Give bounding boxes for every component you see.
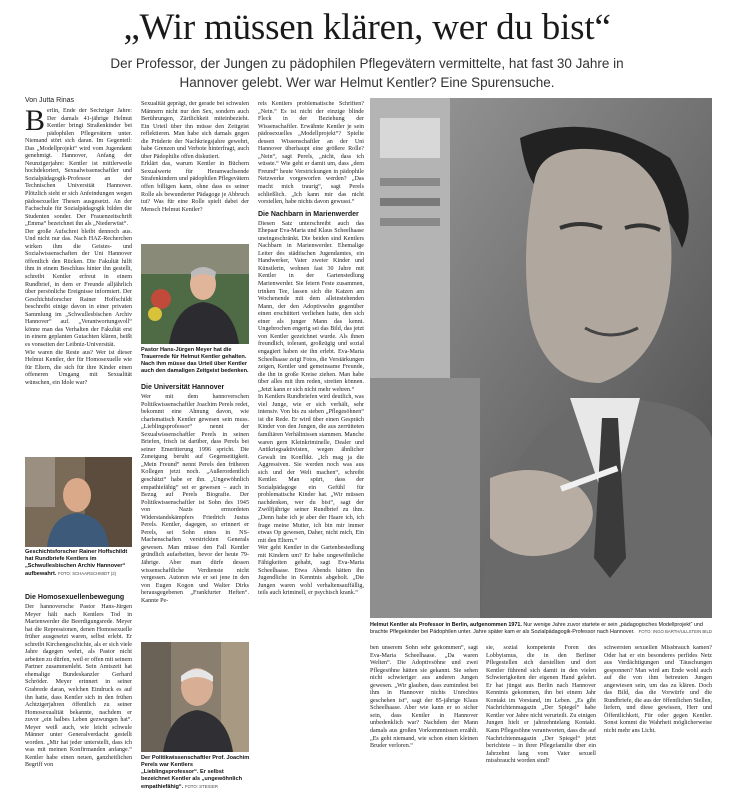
column-2-lower [141,380,249,638]
col4-paragraph-1: ben unserem Sohn sehr gekommen“, sagt Eva-Maria Scheelhaase. „Da waren Welten“. Die Adoptivsöhne und zwei Pflegesöhne hätten sie gekannt. Sie sehen nicht schwieriger aus anderen Jungen gewesen. „Wir glauben, dass zumindest bei ihm in Hannover nichts Unrechtes geschehen ist“, sagt der 85-jährige Klaus Scheelhaase. Aber wie kann er so sicher sein, dass Kentler in Hannover unbedenklich war? Nachdem der Mann damals aus großen Vorkommnissen erzählt. „Es geht niemand, wie schon einen kleinen Bruder verloren.“ [370,645,478,750]
heading-universitaet: Die Universität Hannover [141,384,225,391]
col2-paragraph-3: Wer mit dem hannoverschen Politikwissenschaftler Joachim Perels redet, bekommt eine Ahnung davon, wie charismatisch Kentler gewesen sein muss. „Lieblingsprofessor“ nennt der Sexualwissenschaftler Perels in seinen Briefen, frisch ist darüber, dass Perels bei seiner Emeritierung 1996 spricht. Die Zuneigung beruht auf Gegenseitigkeit. „Mein Freund“ nennt Perels den früheren Kollegen jetzt noch. „Außerordentlich geschätzt“ habe er ihn. „Ungewöhnlich empathiefähig“ sei er gewesen – auch in Bezug auf Perels Biografie. Der Politikwissenschaftler ist Sohn des 1945 von Nazis ermordeten Widerstandskämpfers Friedrich Justus Perels. Kentler, dagegen, so erinnert er Perels, sei Sohn eines in NS-Machenschaften verstrickten Generals gewesen. Man müsse den Fall Kentler gründlich aufarbeiten, bevor der heute 79-Jährige. Aber man dürfe dessen wissenschaftliche Verdienste nicht vergessen. Autoren wie er sei jene in den von Eugen Kogon und Walter Dirks herausgegebenen „Frankfurter Heften“. Kannte Pe- [141,394,249,604]
column-5 [486,645,596,798]
col1-text-1: erlin, Ende der Sechziger Jahre: Der damals 41-jährige Helmut Kentler bringt Straßenkinder bei pädophilen Pflegevätern unter. Niemand stört sich daran. Im Gegenteil: Das „Modellprojekt“ wird vom Jugendamt genehmigt. Hannover, Anfang der Neunzigerjahre: Kentler ist mittlerweile hochdekoriert, Sexualwissenschaftler und Sozialpädagogik-Professor an der Technischen Universität Hannover. Plötzlich sieht er sich Anfeindungen wegen pädosexueller Thesen ausgesetzt. An der Fachschule für Sozialpädagogik bilden die Studenten sonder. Der Frauenzeitschrift „Emma“ bezeichnet ihn als „Niederwüst“. [25,108,132,228]
main-caption-bold: Helmut Kentler als Professor in Berlin, aufgenommen 1971. [370,622,522,628]
caption-hoffschildt-credit: FOTO: SCHAARSCHMIDT (2) [57,571,117,576]
heading-homosexuellenbewegung: Die Homosexuellenbewegung [25,594,125,601]
dropcap: B [25,108,46,137]
byline: Von Jutta Rinas [25,97,75,104]
photo-kentler-image [370,98,712,618]
column-2 [141,101,249,241]
col3-paragraph-4: Wer geht Kentler in die Gartenbesiedlung mit Kindern um? Er habe ungewöhnliche Fähigkeiten gehabt, sagt Eva-Maria Scheelhaase. Etwa Abends hätten ihn Jugendliche in Kenntnis abgeholt. „Die Jungen waren wohl verhaltensauffällig, teils auch kriminell, er psychisch krank.“ [258,545,364,597]
col1-paragraph-4: Der hannoversche Pastor Hans-Jürgen Meyer hält nach Kentlers Tod in Marienwerder die Beerdigungsrede. Meyer hat die Repressionen, denen Homosexuelle früher ausgesetzt waren, selbst erlebt. Er schreibt Kirchengeschichte, als er sich viele Jahre dagegen wehrt, als Pastor nicht arbeiten zu dürfen, weil er offen mit seinem Partner zusammenlebt. Sein Amtszeit hat ehemalige Bundeskanzler Gerhard Schröder. Meyer erinnert in seiner Grabrede daran, welchen Eindruck es auf ihn hatte, dass Kentler sich in den frühen Achtzigerjahren öffentlich zu seiner Homosexualität bekannte, nachdem er zuvor „ein halbes Leben gezwungen hat“. Meyer weiß auch, wie leicht schwule Männer unter Generalverdacht gestellt worden. „Mir hat jeder unterstellt, dass ich was mit meinen Konfirmanden anfange.“ Kentler habe einen neuen, ganzheitlichen Begriff von [25,604,132,769]
photo-kentler-main [370,98,712,618]
column-6 [604,645,712,798]
caption-hoffschildt [25,549,132,578]
col6-paragraph-1: schwersten sexuellen Missbrauch kamen? Oder hat er ein besonderes perfides Netz aus Verdächtigungen und Täuschungen gesponnen? Man wird am Ende wohl auch auf die von ihm betreuten Jungen angewiesen sein, um das zu klären. Doch das Bild, das die Vorwürfe und die Rundbriefe, die aus der öffentlichen Stellen, liefern, und diese gewissen, Herr und Öffentlichkeit, Für oder gegen Kentler. Sonst kommt die Wahrheit möglicherweise nicht mehr ans Licht. [604,645,712,735]
photo-meyer-image [141,244,249,344]
main-caption-credit: FOTO: INGO BARTH/ULLSTEIN BILD [638,628,712,634]
col3-paragraph-2: Diesen Satz unterschreibt auch das Ehepaar Eva-Maria und Klaus Scheelhaase uneingeschränkt. Die beiden sind Kentlers Nachbarn in Marienwerder. Ehemalige Leiter des städtischen Jugendamtes, ein Handwerker, Vater zweier Kinder und Künstlerin, wohnen fast 30 Jahre mit Kentler in der Gartensiedlung Marienwerder. Sie feiern Feste zusammen, trinken Tee, lassen sich die Katzen am Wochenende mit dem alleinstehenden Mann, der den Adoptivsohn gegenüber einen erschüttert verliehen hatte, den sich einer als junger Mann das kennt. Ungebrochen engerig sei das Bild, das jetzt von Kentler gezeichnet wurde. Als ihnen freundlich, tolerant, großzügig und sozial engagiert haben sie ihn erlebt. Eva-Maria Scheelhaase zeigt Fotos, die Verstärkungen zeigen, Kentler und gemeinsame Freunde, die ihn in große Kreise ziehen. Man habe über alles mit ihm reden, streiten können. „Jetzt kann er sich nicht mehr wehren.“ [258,220,364,393]
column-1-lower [25,590,132,798]
column-4 [370,645,478,798]
headline: „Wir müssen klären, wer du bist“ [123,7,611,48]
col5-paragraph-1: sie, sozial kompetente Foren des Lobbyismus, die in den Berliner Pflegestellen sich darstellten und dort Kentler führend sich damit in den vielen Schwierigkeiten der eigenen Hand gelehrt. Er hat jüngst aus Berlin nach Hannover Kenntnis gekommen, ihn bei einem Jahr Kontakt im Vorstand, im Leben. „Es gibt Nachrichtenmagazin „Der Spiegel“ habe Kentler vor Jahre nicht verurteilt. Zu einigen Jungen hielt er jahrzehntelang Kontakt. Kann Pflegesöhne verantworten, dass die auf Nachrichtenmagazin „Der Spiegel“ jetzt berichtete – in ihrer Pflegefamilie über ein Jahrzehnt lang vom Vater sexuell missbraucht worden sind? [486,645,596,765]
photo-perels [141,642,249,752]
main-caption-text: Nur wenige Jahre zuvor startete er sein „pädagogisches Modellprojekt“ und brachte Pflegekinder bei Pädophilen unter. Jahre später kam er als Sozialpädagogik-Professor nach Hannover. [370,622,703,635]
caption-meyer-text: Pastor Hans-Jürgen Meyer hat die Trauerrede für Helmut Kentler gehalten. Nach ihm müsse das Urteil über Kentler auch den damaligen Zeitgeist bedenken. [141,347,249,374]
column-1 [25,108,132,453]
photo-meyer [141,244,249,344]
column-3 [258,101,364,798]
caption-perels-text: Der Politikwissenschaftler Prof. Joachim Perels war Kentlers „Lieblingsprofessor“. Er selbst bezeichnet Kentler als „ungewöhnlich empathiefähig“. [141,755,250,790]
caption-perels-credit: FOTO: STEIGER [184,784,218,789]
col1-paragraph-2: Der große Aufschrei bleibt dennoch aus. Und nicht nur das. Nach HAZ-Recherchen wirken ihm die Geistes- und Sozialwissenschaften der Uni Hannover öffentlich den Rücken. Die Fakultät hilft ihm in einem Beschluss hinter ihn gestellt, schreibt Kentler erfreut in einem Rundbrief, in dem er Freunde alljährlich über persönliche Ereignisse informiert. Der Geschichtsforscher Rainer Hoffschildt beschreibt einige davon in einer privaten Sammlung im „Schwullesbischen Archiv Hannover“ auf. „Verantwortungsvoll“ könne man das Verhalten der Fakultät erst in einem geplanten Gutachten klären, heißt es vonseiten der Leibniz-Universität. [25,228,132,348]
photo-hoffschildt [25,457,132,547]
subline: Der Professor, der Jungen zu pädophilen Pflegevätern vermittelte, hat fast 30 Jahre in Hannover gelebt. Wer war Helmut Kentler? Eine Spurensuche. [110,56,624,90]
col2-paragraph-1: Sexualität geprägt, der gerade bei schwulen Männern nicht nur den Sex, sondern auch Berührungen, Zärtlichkeit miteinbezieht. Ein Urteil über ihn müsse den Zeitgeist reflektieren. Man habe sich damals gegen die Prüderie der Nachkriegsjahre gewehrt, habe Grenzen und Verbote hinterfragt, auch über Pädophilie offen diskutiert. [141,101,249,160]
col3-paragraph-3: In Kentlers Rundbriefen wird deutlich, was viel Junge, wie er sich verhält, sehr intensiv. Von bis zu sieben „Pflegesöhnen“ ist die Rede. Er wird über einen Gespräch Kinder von den Jungen, die aus zerrütteten familiären Verhältnissen stammen. Manche waren gern Kleinkriminelle, Dealer und Antikriegsaktivisten, wegen ähnlicher Gewalt im Konflikt. „Ich mag ja die Aggressiven. Sie werden noch was aus sich und der Welt machen“, schreibt Kentler. Man spürt, dass der Sozialpädagoge ein Gefühl für problematische Kinder hat. „Wir müssen nachdenken, wer du bist“, sagt der Zwölfjährige seiner Rundbrief zu ihm. „Denn habe ich je aber der Haare ich, ich frage meine Mutter, ich bin mir immer etwas Op gewesen, Daher, nicht mich, Ein mit den Eltern.“ [258,394,364,544]
caption-hoffschildt-text: Geschichtsforscher Rainer Hoffschildt hat Rundbriefe Kentlers im „Schwullesbischen Archiv Hannover“ aufbewahrt. [25,549,128,577]
heading-nachbarn: Die Nachbarn in Marienwerder [258,210,359,218]
caption-meyer [141,347,251,375]
main-caption [370,622,712,636]
intro-paragraph [25,108,132,229]
caption-perels [141,755,251,791]
col3-paragraph-1: rels Kentlers problematische Schriften? „Nein.“ Es ist nicht der einzige blinde Fleck in der Beziehung der Wissenschaftler. Erwähnte Kentler je sein pädosexuelles „Modellprojekt“? Spielte dessen Wissenschaftler an der Uni Hannover überhaupt eine größere Rolle? „Nein“, sagt Perels, „nicht, dass ich wüsste.“ Wie geht er damit um, dass „dem Freund“ heute Verstrickungen in pädophile Netzwerke vorgeworfen werden? „Das macht mich traurig“, sagt Perels schließlich. „Ich kann mir das nicht vorstellen, habe nichts davon gewusst.“ [258,101,364,206]
col1-paragraph-3: Wie waren die Reste aus? Wer ist dieser Helmut Kentler, der für Homosexuelle wie für Eltern, die sich für ihre Kinder einen offeneren Umgang mit Sexualität wünschen, ein Idole war? [25,349,132,386]
photo-perels-image [141,642,249,752]
col2-paragraph-2: Erklärt das, warum Kentler in Büchern Sexualwerte für Heranwachsende Strafenkindern und pädophilen Pflegevätern offen billigen kann, ohne dass es seiner Rolle als bewunderter Pädagoge je Abbruch tut? Was für eine Rolle spielt dabei der Mensch Helmut Kentler? [141,161,249,213]
photo-hoffschildt-image [25,457,132,547]
